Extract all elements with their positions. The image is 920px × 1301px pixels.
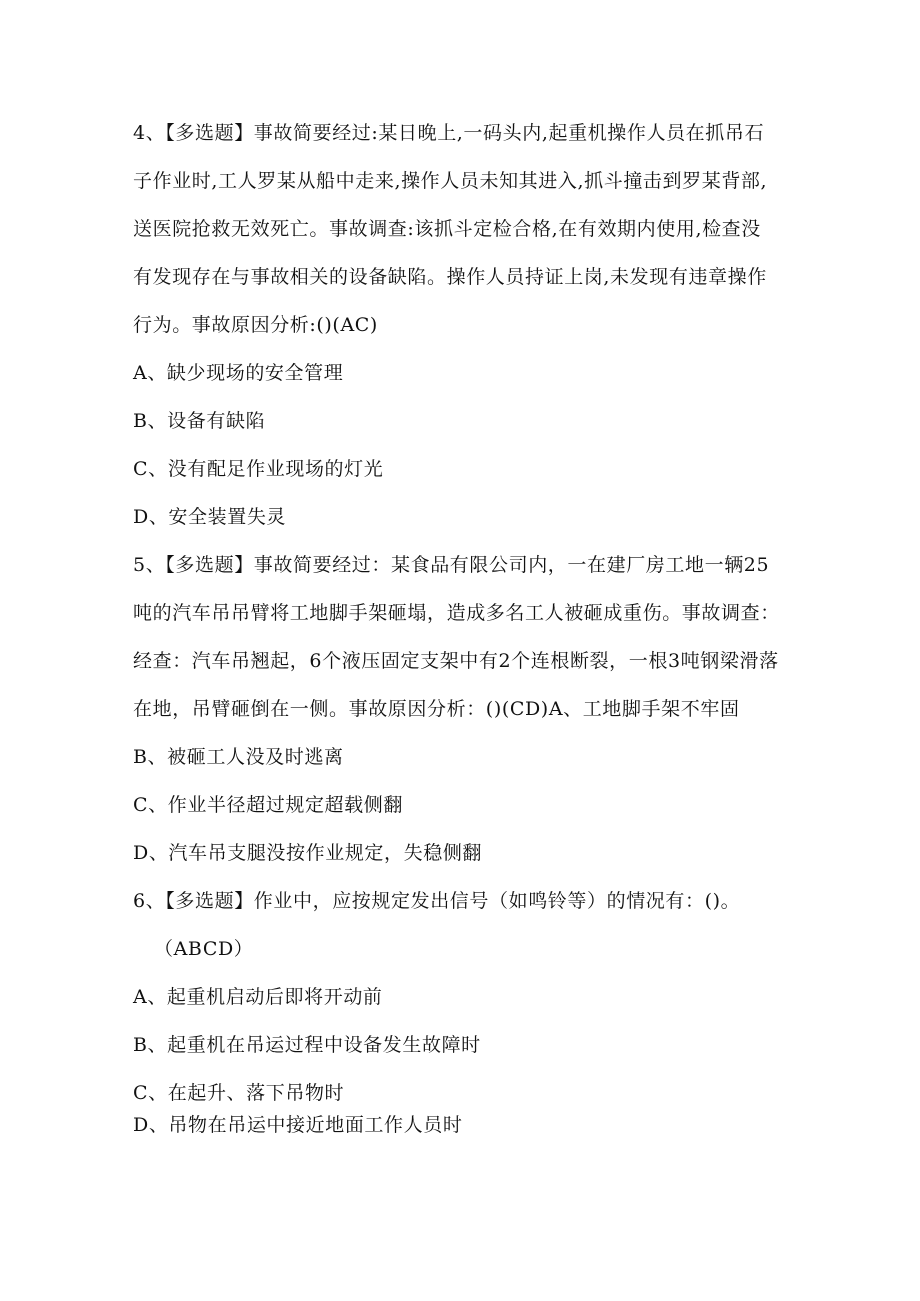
question-6-option-b: B、起重机在吊运过程中设备发生故障时 xyxy=(133,1034,481,1056)
question-4-option-d: D、安全装置失灵 xyxy=(133,506,287,528)
question-5-stem-line-4: 在地，吊臂砸倒在一侧。事故原因分析：()(CD)A、工地脚手架不牢固 xyxy=(133,698,740,720)
question-6-option-c: C、在起升、落下吊物时 xyxy=(133,1082,345,1104)
question-6-answer-line: （ABCD） xyxy=(154,938,254,960)
question-5-stem-line-3: 经查：汽车吊翘起，6个液压固定支架中有2个连根断裂，一根3吨钢梁滑落 xyxy=(133,650,779,672)
question-4-stem-line-2: 子作业时,工人罗某从船中走来,操作人员未知其进入,抓斗撞击到罗某背部, xyxy=(133,170,768,192)
question-5-stem-line-1: 5、【多选题】事故简要经过：某食品有限公司内，一在建厂房工地一辆25 xyxy=(133,554,770,576)
question-6-option-d: D、吊物在吊运中接近地面工作人员时 xyxy=(133,1114,463,1136)
question-4-stem-line-3: 送医院抢救无效死亡。事故调查:该抓斗定检合格,在有效期内使用,检查没 xyxy=(133,218,761,240)
question-5-option-b: B、被砸工人没及时逃离 xyxy=(133,746,344,768)
question-5-option-c: C、作业半径超过规定超载侧翻 xyxy=(133,794,403,816)
question-6-stem-line-1: 6、【多选题】作业中，应按规定发出信号（如鸣铃等）的情况有：()。 xyxy=(133,890,741,912)
question-4-stem-line-1: 4、【多选题】事故简要经过:某日晚上,一码头内,起重机操作人员在抓吊石 xyxy=(133,122,765,144)
question-4-option-a: A、缺少现场的安全管理 xyxy=(133,362,344,384)
question-4-stem-line-4: 有发现存在与事故相关的设备缺陷。操作人员持证上岗,未发现有违章操作 xyxy=(133,266,767,288)
question-4-option-c: C、没有配足作业现场的灯光 xyxy=(133,458,384,480)
question-4-option-b: B、设备有缺陷 xyxy=(133,410,266,432)
question-6-option-a: A、起重机启动后即将开动前 xyxy=(133,986,383,1008)
question-5-stem-line-2: 吨的汽车吊吊臂将工地脚手架砸塌，造成多名工人被砸成重伤。事故调查： xyxy=(133,602,780,624)
question-4-stem-line-5: 行为。事故原因分析:()(AC) xyxy=(133,314,378,336)
question-5-option-d: D、汽车吊支腿没按作业规定，失稳侧翻 xyxy=(133,842,483,864)
